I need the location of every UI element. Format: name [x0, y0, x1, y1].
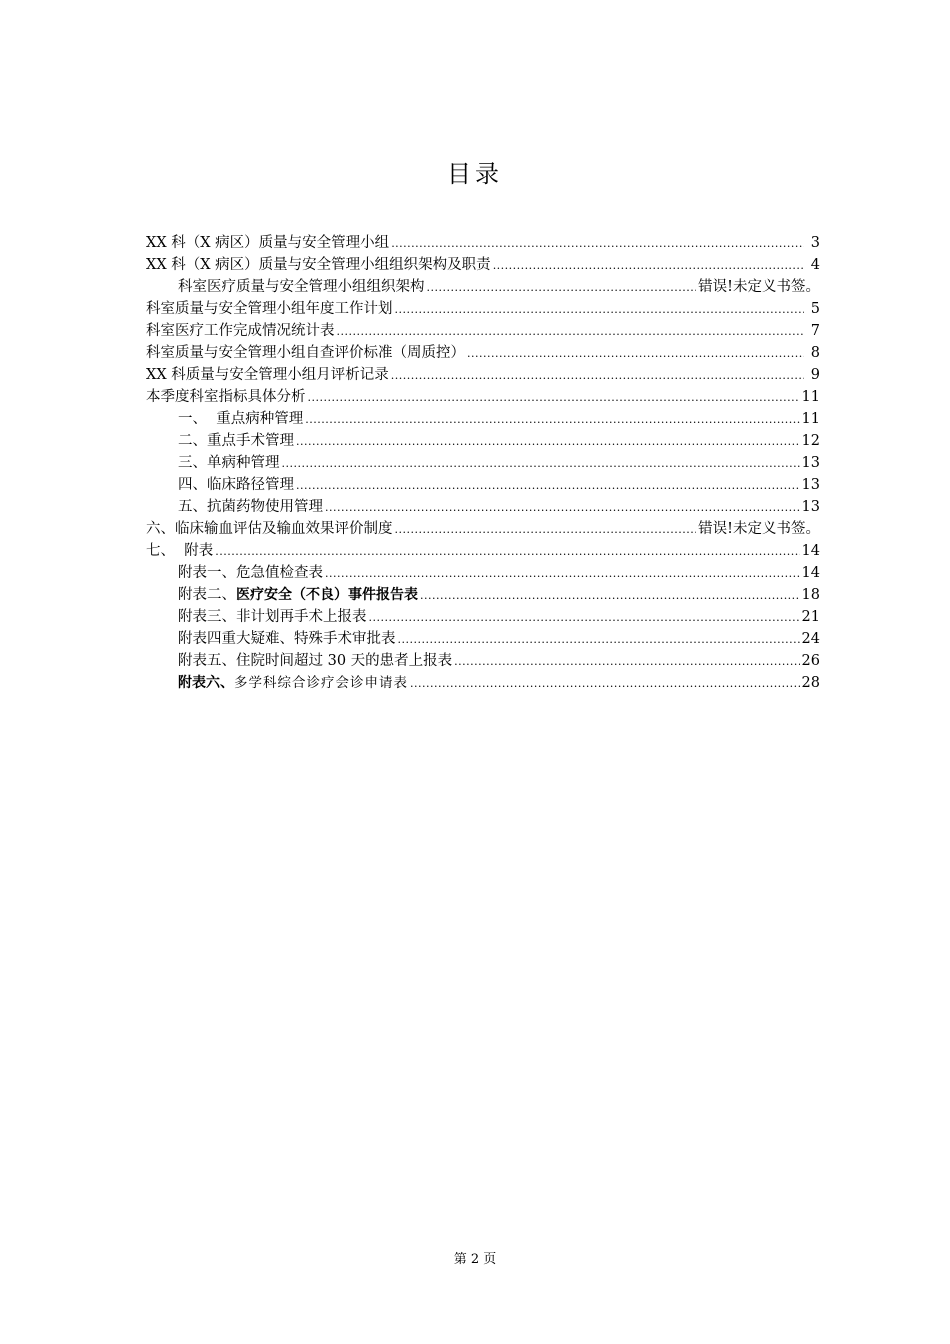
toc-entry-label: 六、临床输血评估及输血效果评价制度	[146, 521, 393, 537]
toc-entry-label-bold: 医疗安全（不良）事件报告表	[236, 587, 418, 603]
toc-entry[interactable]	[146, 320, 820, 342]
toc-entry-label: 科室质量与安全管理小组年度工作计划	[146, 301, 393, 317]
toc-entry-label: 四、临床路径管理	[178, 477, 294, 493]
toc-entry-page: 9	[810, 367, 820, 383]
toc-leader	[215, 541, 799, 563]
toc-entry-label: XX 科质量与安全管理小组月评析记录	[146, 367, 389, 383]
toc-entry[interactable]	[146, 540, 820, 562]
toc-entry-label: 七、 附表	[146, 543, 214, 559]
toc-leader	[391, 365, 804, 387]
toc-entry-page: 18	[801, 587, 820, 603]
toc-entry[interactable]	[146, 254, 820, 276]
toc-entry-page: 12	[801, 433, 820, 449]
toc-entry[interactable]	[146, 584, 820, 606]
toc-entry-label: 三、单病种管理	[178, 455, 280, 471]
page-number-footer: 第 2 页	[453, 1252, 497, 1267]
toc-entry-label: 一、 重点病种管理	[178, 411, 304, 427]
toc-entry-page: 21	[801, 609, 820, 625]
toc-entry-label	[178, 584, 418, 606]
toc-entry-label: XX 科（X 病区）质量与安全管理小组	[146, 235, 390, 251]
toc-entry-label: 二、重点手术管理	[178, 433, 294, 449]
toc-entry-label: 科室质量与安全管理小组自查评价标准（周质控）	[146, 345, 465, 361]
toc-entry-label-prefix: 附表二、	[178, 587, 236, 603]
toc-leader	[395, 519, 697, 541]
toc-leader	[395, 299, 805, 321]
toc-entry-page: 7	[810, 323, 820, 339]
toc-entry-label: 五、抗菌药物使用管理	[178, 499, 323, 515]
toc-entry-label: XX 科（X 病区）质量与安全管理小组组织架构及职责	[146, 257, 491, 273]
toc-entry[interactable]	[146, 408, 820, 430]
toc-entry-page: 26	[801, 653, 820, 669]
toc-entry-label: 科室医疗质量与安全管理小组组织架构	[178, 279, 425, 295]
toc-leader	[427, 277, 697, 299]
toc-entry[interactable]	[146, 386, 820, 408]
toc-entry[interactable]	[146, 562, 820, 584]
toc-entry-page: 8	[810, 345, 820, 361]
toc-entry[interactable]	[146, 342, 820, 364]
toc-entry-label: 附表三、非计划再手术上报表	[178, 609, 367, 625]
toc-leader	[369, 607, 800, 629]
toc-entry-label: 附表五、住院时间超过 30 天的患者上报表	[178, 653, 453, 669]
toc-entry[interactable]	[146, 518, 820, 540]
toc-entry-page: 13	[801, 499, 820, 515]
toc-entry-page: 14	[801, 543, 820, 559]
toc-entry-page: 5	[810, 301, 820, 317]
toc-entry[interactable]	[146, 606, 820, 628]
toc-leader	[454, 651, 799, 673]
toc-entry-label: 附表四重大疑难、特殊手术审批表	[178, 631, 396, 647]
toc-leader	[337, 321, 805, 343]
toc-entry-page: 28	[801, 675, 820, 691]
toc-entry-page: 11	[801, 389, 820, 405]
toc-entry[interactable]	[146, 452, 820, 474]
toc-leader	[282, 453, 800, 475]
toc-leader	[296, 431, 800, 453]
toc-leader	[305, 409, 799, 431]
toc-leader	[325, 497, 800, 519]
toc-entry-page: 11	[801, 411, 820, 427]
toc-entry-label-bold-prefix: 附表六、	[178, 675, 234, 691]
toc-leader	[493, 255, 804, 277]
toc-entry[interactable]	[146, 298, 820, 320]
toc-entry[interactable]	[146, 276, 820, 298]
toc-entry[interactable]	[146, 364, 820, 386]
toc-leader	[325, 563, 800, 585]
toc-entry-label	[178, 672, 408, 694]
toc-leader	[420, 585, 800, 607]
toc-leader	[391, 233, 804, 255]
toc-entry-label: 本季度科室指标具体分析	[146, 389, 306, 405]
toc-entry-page: 13	[801, 455, 820, 471]
toc-entry-page: 3	[810, 235, 820, 251]
toc-entry[interactable]	[146, 650, 820, 672]
toc-entry[interactable]	[146, 496, 820, 518]
toc-leader	[410, 673, 800, 695]
toc-entry-page: 错误!未定义书签。	[698, 521, 820, 537]
toc-entry[interactable]	[146, 474, 820, 496]
toc-entry-page: 14	[801, 565, 820, 581]
toc-entry[interactable]	[146, 430, 820, 452]
toc-entry-page: 错误!未定义书签。	[698, 279, 820, 295]
toc-leader	[398, 629, 800, 651]
toc-entry-label: 附表一、危急值检查表	[178, 565, 323, 581]
toc-title: 目录	[447, 160, 503, 188]
toc-entry-page: 24	[801, 631, 820, 647]
table-of-contents	[146, 232, 820, 694]
toc-entry[interactable]	[146, 232, 820, 254]
toc-leader	[308, 387, 800, 409]
toc-entry-label-text: 多学科综合诊疗会诊申请表	[234, 675, 408, 691]
toc-entry-label: 科室医疗工作完成情况统计表	[146, 323, 335, 339]
toc-entry[interactable]	[146, 672, 820, 694]
toc-entry[interactable]	[146, 628, 820, 650]
toc-entry-page: 4	[810, 257, 820, 273]
toc-leader	[296, 475, 800, 497]
toc-entry-page: 13	[801, 477, 820, 493]
toc-leader	[467, 343, 804, 365]
